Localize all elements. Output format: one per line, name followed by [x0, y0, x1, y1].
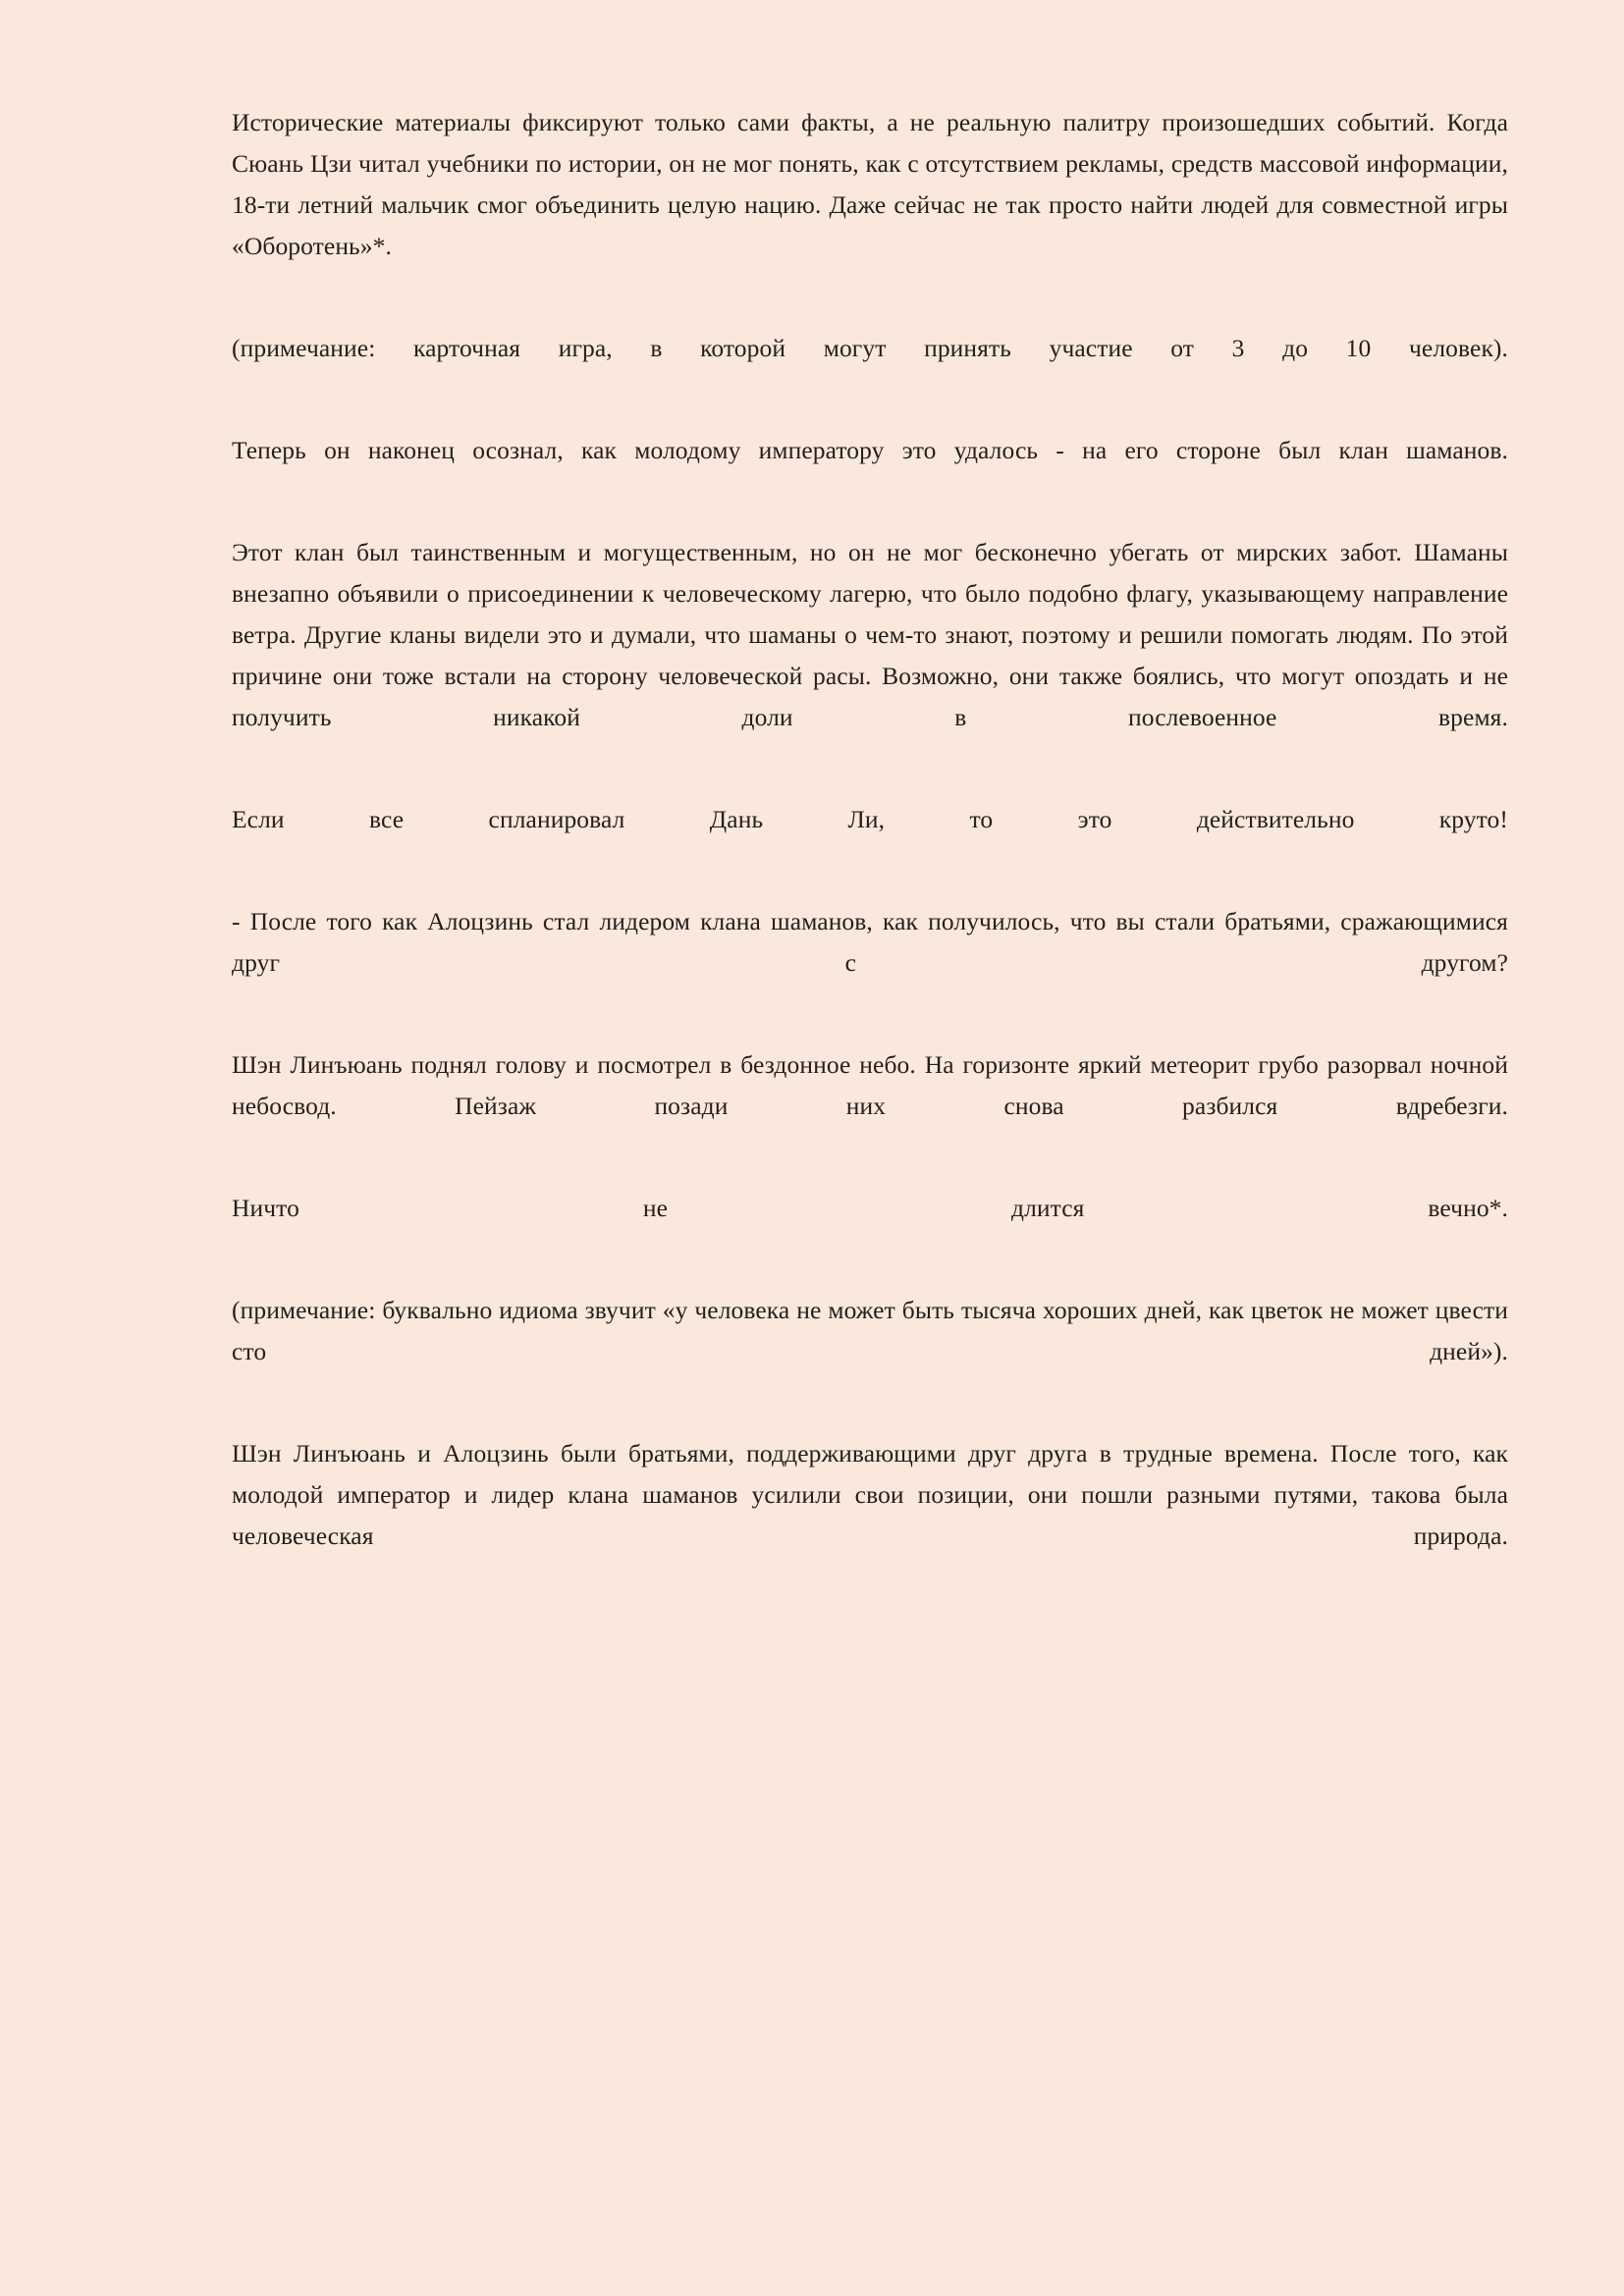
paragraph-10: Шэн Линъюань и Алоцзинь были братьями, поддерживающими друг друга в трудные времена. После того, как молодой император и лидер клана шаманов усилили свои позиции, они пошли разными путями, такова была человеческая природа.	[232, 1439, 1508, 1550]
text-column	[232, 102, 1508, 1598]
paragraph-5: Если все спланировал Дань Ли, то это действительно круто!	[232, 805, 1508, 833]
paragraph-4: Этот клан был таинственным и могущественным, но он не мог бесконечно убегать от мирских забот. Шаманы внезапно объявили о присоединении к человеческому лагерю, что было подобно флагу, указывающему направление ветра. Другие кланы видели это и думали, что шаманы о чем-то знают, поэтому и решили помогать людям. По этой причине они тоже встали на сторону человеческой расы. Возможно, они также боялись, что могут опоздать и не получить никакой доли в послевоенное время.	[232, 538, 1508, 731]
paragraph-8: Ничто не длится вечно*.	[232, 1194, 1508, 1222]
paragraph-6-dialogue: - После того как Алоцзинь стал лидером клана шаманов, как получилось, что вы стали братьями, сражающимися друг с другом?	[232, 907, 1508, 977]
paragraph-1: Исторические материалы фиксируют только сами факты, а не реальную палитру произошедших событий. Когда Сюань Цзи читал учебники по истории, он не мог понять, как с отсутствием рекламы, средств массовой информации, 18-ти летний мальчик смог объединить целую нацию. Даже сейчас не так просто найти людей для совместной игры «Оборотень»*.	[232, 108, 1508, 260]
paragraph-9-translator-note: (примечание: буквально идиома звучит «у человека не может быть тысяча хороших дней, как цветок не может цвести сто дней»).	[232, 1296, 1508, 1365]
paragraph-2-translator-note: (примечание: карточная игра, в которой могут принять участие от 3 до 10 человек).	[232, 334, 1508, 362]
paragraph-7: Шэн Линъюань поднял голову и посмотрел в бездонное небо. На горизонте яркий метеорит грубо разорвал ночной небосвод. Пейзаж позади них снова разбился вдребезги.	[232, 1050, 1508, 1120]
paragraph-3: Теперь он наконец осознал, как молодому императору это удалось - на его стороне был клан шаманов.	[232, 436, 1508, 464]
